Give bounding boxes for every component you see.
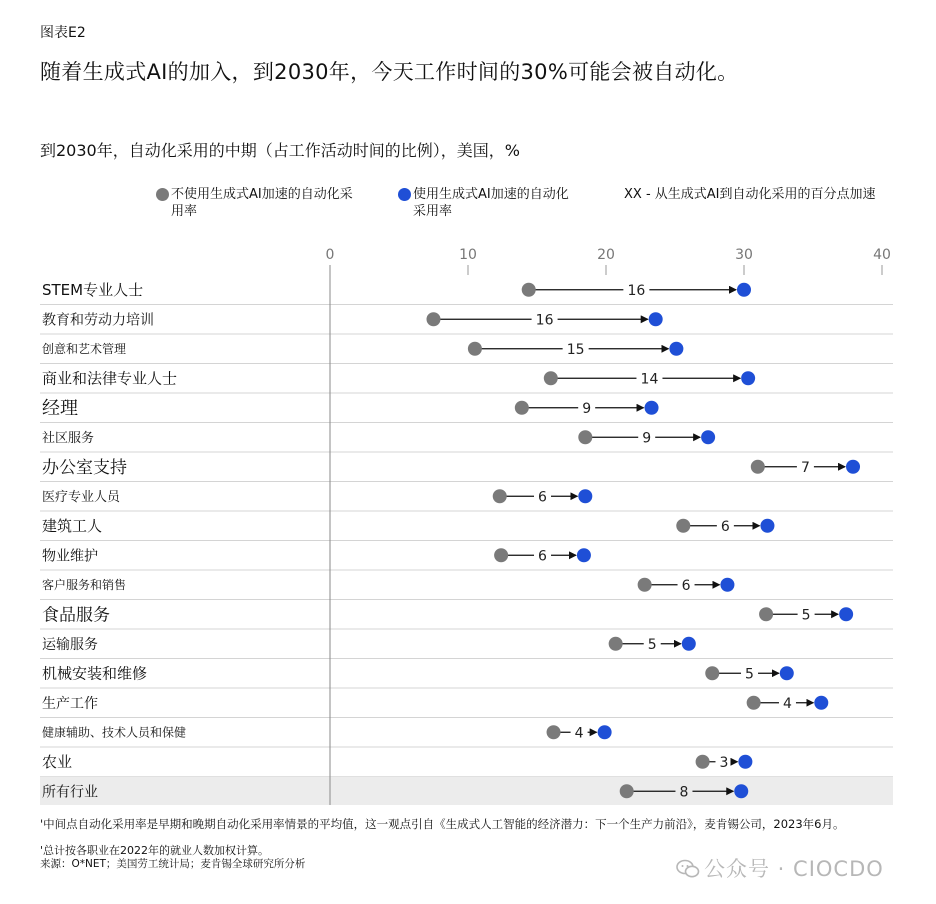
chart-subtitle: 到2030年，自动化采用的中期（占工作活动时间的比例），美国，%	[40, 141, 520, 160]
gap-label: 15	[566, 341, 585, 358]
watermark-text: 公众号 · CIOCDO	[704, 857, 884, 881]
footnote-weighting: '总计按各职业在2022年的就业人数加权计算。	[40, 844, 270, 857]
gap-label: 16	[535, 312, 554, 329]
gap-label: 9	[582, 400, 592, 417]
gap-label: 6	[720, 518, 730, 535]
wechat-icon	[676, 859, 700, 879]
x-tick-label: 20	[597, 247, 615, 263]
dot-with-genai	[760, 519, 774, 533]
dot-with-genai	[780, 666, 794, 680]
watermark	[676, 853, 884, 883]
dot-with-genai	[701, 430, 715, 444]
dot-without-genai	[638, 578, 652, 592]
legend-gray-line1: 不使用生成式AI加速的自动化采	[171, 187, 353, 202]
gap-label: 4	[783, 695, 792, 712]
dot-with-genai	[846, 460, 860, 474]
dumbbell-chart	[0, 240, 936, 805]
dot-with-genai	[649, 312, 663, 326]
gap-label: 8	[679, 784, 689, 801]
dot-with-genai	[682, 637, 696, 651]
row-label: 机械安装和维修	[42, 664, 148, 683]
dot-without-genai	[578, 430, 592, 444]
dot-with-genai	[645, 401, 659, 415]
gray-dot-icon	[156, 188, 169, 201]
dot-with-genai	[738, 755, 752, 769]
x-tick-label: 30	[735, 247, 753, 263]
row-label: 物业维护	[42, 548, 98, 565]
dot-without-genai	[547, 725, 561, 739]
dot-without-genai	[747, 696, 761, 710]
footnote-midpoint: '中间点自动化采用率是早期和晚期自动化采用率情景的平均值，这一观点引自《生成式人工智能的经济潜力：下一个生产力前沿》，麦肯锡公司，2023年6月。	[40, 817, 845, 831]
blue-dot-icon	[398, 188, 411, 201]
dot-with-genai	[814, 696, 828, 710]
gap-label: 4	[574, 725, 584, 742]
gap-label: 5	[647, 636, 657, 653]
row-label: 创意和艺术管理	[42, 342, 127, 357]
legend-blue-line1: 使用生成式AI加速的自动化	[413, 187, 569, 202]
x-tick-label: 40	[873, 247, 891, 263]
gap-label: 7	[800, 459, 810, 476]
dot-with-genai	[720, 578, 734, 592]
gap-label: 16	[627, 282, 646, 299]
gap-label: 6	[538, 489, 547, 506]
exhibit-label: 图表E2	[40, 25, 86, 41]
row-label: STEM专业人士	[42, 281, 144, 300]
dot-without-genai	[609, 637, 623, 651]
dot-with-genai	[578, 489, 592, 503]
row-label: 商业和法律专业人士	[42, 369, 178, 388]
dot-with-genai	[839, 607, 853, 621]
dot-with-genai	[669, 342, 683, 356]
row-label: 生产工作	[42, 695, 98, 712]
dot-without-genai	[544, 371, 558, 385]
x-tick-label: 10	[459, 247, 477, 263]
dot-without-genai	[468, 342, 482, 356]
row-label: 社区服务	[42, 430, 95, 446]
legend-gray-line2: 用率	[171, 204, 198, 219]
dot-without-genai	[759, 607, 773, 621]
x-tick-label: 0	[325, 247, 335, 263]
gap-label: 6	[538, 548, 547, 565]
row-label: 建筑工人	[42, 517, 103, 536]
total-row-highlight	[40, 777, 893, 806]
gap-label: 5	[745, 666, 754, 683]
dot-with-genai	[737, 283, 751, 297]
dot-without-genai	[751, 460, 765, 474]
legend-gap-explainer: XX - 从生成式AI到自动化采用的百分点加速	[624, 187, 876, 202]
dot-without-genai	[522, 283, 536, 297]
source-note: 来源：O*NET；美国劳工统计局；麦肯锡全球研究所分析	[40, 858, 306, 870]
row-label: 客户服务和销售	[42, 578, 127, 593]
dot-without-genai	[493, 489, 507, 503]
gap-label: 9	[642, 430, 652, 447]
dot-without-genai	[620, 784, 634, 798]
dot-with-genai	[734, 784, 748, 798]
chart-title: 随着生成式AI的加入，到2030年，今天工作时间的30%可能会被自动化。	[40, 60, 739, 84]
dot-with-genai	[741, 371, 755, 385]
dot-with-genai	[577, 548, 591, 562]
row-label: 经理	[42, 398, 78, 420]
dot-without-genai	[494, 548, 508, 562]
gap-label: 3	[719, 754, 729, 771]
dot-without-genai	[427, 312, 441, 326]
row-label: 食品服务	[42, 605, 110, 626]
dot-with-genai	[598, 725, 612, 739]
dot-without-genai	[696, 755, 710, 769]
row-label: 健康辅助、技术人员和保健	[42, 725, 187, 740]
gap-label: 5	[801, 607, 811, 624]
row-label: 所有行业	[42, 784, 98, 801]
dot-without-genai	[515, 401, 529, 415]
dot-without-genai	[676, 519, 690, 533]
row-label: 办公室支持	[42, 457, 127, 478]
row-label: 运输服务	[42, 636, 98, 653]
legend-blue-line2: 采用率	[413, 204, 453, 219]
row-label: 农业	[42, 753, 73, 772]
dot-without-genai	[705, 666, 719, 680]
gap-label: 14	[640, 371, 659, 388]
row-label: 医疗专业人员	[42, 489, 121, 505]
row-label: 教育和劳动力培训	[42, 312, 154, 329]
gap-label: 6	[681, 577, 691, 594]
